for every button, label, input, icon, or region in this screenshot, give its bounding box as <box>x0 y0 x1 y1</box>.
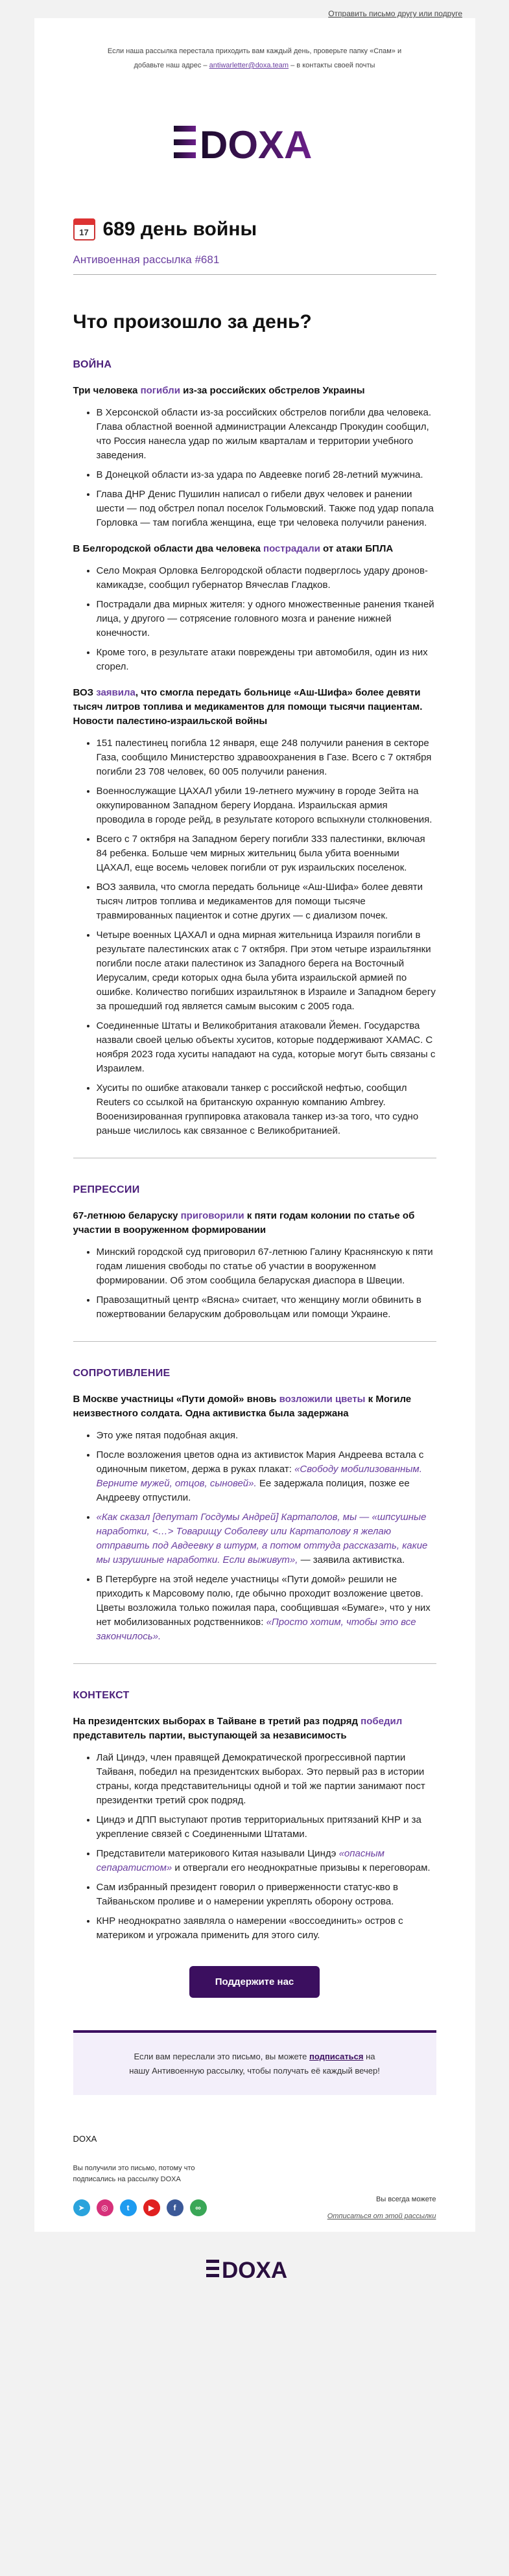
source-link[interactable]: возложили цветы <box>279 1394 366 1405</box>
main-heading: Что произошло за день? <box>73 311 312 333</box>
list-item: • Минский городской суд приговорил 67-летнюю Галину Краснянскую к пяти годам лишения свободы по статье об участии в вооруженном формировании. Об этом сообщила беларуская диаспора в Швеции. <box>97 1245 436 1288</box>
lead-text: ВОЗ <box>73 687 97 698</box>
section-context-heading: КОНТЕКСТ <box>73 1690 130 1701</box>
logo-wordmark: DOXA <box>199 123 312 161</box>
quote-text: «Как сказал [депутат Госдумы Андрей] Картаполов, мы — «шпсушные наработки, <…> Товарищу Соболеву или Картаполову я желаю отправить под Авдеевку в штурм, а потом оттуда рассказать, какие мы изрушиные наработки. Если выживут», <box>96 1512 428 1565</box>
list-item <box>97 1510 436 1567</box>
item-text: После возложения цветов одна из активисток Мария Андреева встала с одиночным пикетом, держа в руках плакат: <box>96 1449 424 1475</box>
spam-notice-line2 <box>86 58 423 73</box>
item-text: В Петербурге на этой неделе участницы «Пути домой» решили не приходить к Марсовому полю, где обычно проходит возложение цветов. Цветы возложила только пожилая пара, сообщившая «Бумаге», что у них нет мобилизованных родственников: <box>96 1574 431 1628</box>
spam-notice-text: добавьте наш адрес – <box>134 62 209 69</box>
repression-lead <box>73 1209 436 1237</box>
list-item <box>97 1573 436 1644</box>
calendar-icon: 17 <box>73 218 95 240</box>
lead-text: представитель партии, выступающей за независимость <box>73 1730 347 1741</box>
link-icon[interactable]: ∞ <box>190 2199 207 2216</box>
twitter-icon[interactable]: t <box>120 2199 137 2216</box>
support-section <box>73 1954 436 2017</box>
subscribe-line2: нашу Антивоенную рассылку, чтобы получать её каждый вечер! <box>129 2066 380 2076</box>
list-item: • Лай Циндэ, член правящей Демократической прогрессивной партии Тайваня, победил на президентских выборах. Это первый раз в истории страны, когда представительницы одной и той же партии занимают пост президентки третий срок подряд. <box>97 1751 436 1808</box>
footer-brand: DOXA <box>73 2134 97 2144</box>
source-link[interactable]: приговорили <box>180 1210 244 1221</box>
quote-text: «Свободу мобилизованным. Верните мужей, отцов, сыновей». <box>96 1464 422 1489</box>
source-link[interactable]: пострадали <box>263 543 320 554</box>
section-divider <box>73 1663 436 1664</box>
bottom-logo <box>0 2232 509 2304</box>
doxa-logo <box>73 91 436 193</box>
subscribe-line1 <box>93 2050 417 2064</box>
list-item: • Четыре военных ЦАХАЛ и одна мирная жительница Израиля погибли в результате палестинских атак с 7 октября. При этом четыре израильтянки погибли после атаки палестинок из Западного берега на Восточный Иерусалим, среди которых одна была убита израильской армией по ошибке. Количество погибших израильтянок в Израиле и Западном берегу за прошедший год является самым высоким с 2005 года. <box>97 928 436 1014</box>
quote-text: «опасным сепаратистом» <box>96 1848 385 1873</box>
youtube-icon[interactable]: ▶ <box>143 2199 160 2216</box>
subscribe-text: Если вам переслали это письмо, вы можете <box>134 2052 309 2061</box>
lead-text: к Могиле неизвестного солдата. Одна активистка была задержана <box>73 1394 412 1419</box>
logo-wordmark-small: DOXA <box>221 2258 287 2280</box>
spam-notice <box>73 18 436 91</box>
war-list-3 <box>73 736 436 1138</box>
list-item: • Всего с 7 октября на Западном берегу погибли 333 палестинки, включая 84 ребенка. Больше чем мирных жительниц была убита военными ЦАХАЛ, еще восемь человек погибли от рук израильских поселенок. <box>97 832 436 875</box>
email-card <box>34 18 475 2232</box>
war-lead-2 <box>73 542 436 556</box>
doxa-logo-small <box>206 2258 303 2280</box>
footer-right <box>327 2191 436 2225</box>
source-link[interactable]: заявила <box>96 687 136 698</box>
context-list <box>73 1751 436 1943</box>
section-war-heading: ВОЙНА <box>73 359 112 370</box>
issue-number: Антивоенная рассылка #681 <box>73 253 436 275</box>
page-title <box>73 218 436 240</box>
context-lead <box>73 1715 436 1743</box>
list-item: • Это уже пятая подобная акция. <box>97 1429 436 1443</box>
war-lead-3 <box>73 686 436 729</box>
section-resistance-heading: СОПРОТИВЛЕНИЕ <box>73 1368 171 1379</box>
lead-text: из-за российских обстрелов Украины <box>180 385 365 396</box>
section-divider <box>73 1341 436 1342</box>
list-item: • В Донецкой области из-за удара по Авдеевке погиб 28-летний мужчина. <box>97 468 436 482</box>
forwarded-subscribe-box <box>73 2030 436 2095</box>
quote-text: «Просто хотим, чтобы это все закончилось». <box>96 1617 416 1642</box>
item-text: Ее задержала полиция, позже ее Андрееву отпустили. <box>96 1478 410 1503</box>
repression-list <box>73 1245 436 1322</box>
always-can-text: Вы всегда можете <box>376 2195 436 2203</box>
subscribe-text: на <box>363 2052 375 2061</box>
list-item <box>97 1448 436 1505</box>
unsubscribe-link[interactable]: Отписаться от этой рассылки <box>327 2212 436 2220</box>
war-list-2 <box>73 564 436 674</box>
section-repression-heading: РЕПРЕССИИ <box>73 1184 140 1195</box>
list-item: • Военнослужащие ЦАХАЛ убили 19-летнего мужчину в городе Зейта на оккупированном Западном берегу Иордана. Израильская армия проводила в городе рейд, в результате которого вспыхнули столкновения. <box>97 784 436 827</box>
subscribe-link[interactable]: подписаться <box>309 2052 364 2061</box>
list-item: • Глава ДНР Денис Пушилин написал о гибели двух человек и ранении шести — под обстрел попал поселок Гольмовский. Также под удар попала Горловка — там погибла женщина, еще три человека получили ранения. <box>97 487 436 530</box>
resistance-list <box>73 1429 436 1644</box>
list-item: • Сам избранный президент говорил о приверженности статус-кво в Тайваньском проливе и о намерении укреплять оборону острова. <box>97 1880 436 1909</box>
spam-notice-line1: Если наша рассылка перестала приходить вам каждый день, проверьте папку «Спам» и <box>107 47 402 55</box>
source-link[interactable]: победил <box>361 1716 403 1727</box>
resistance-lead <box>73 1392 436 1421</box>
lead-text: На президентских выборах в Тайване в третий раз подряд <box>73 1716 361 1727</box>
email-address-link[interactable]: antiwarletter@doxa.team <box>209 62 289 69</box>
day-count-title: 689 день войны <box>102 218 257 240</box>
doxa-logo-image <box>174 123 336 161</box>
source-link[interactable]: погибли <box>140 385 180 396</box>
lead-text: 67-летнюю беларуску <box>73 1210 181 1221</box>
spam-notice-text-end: – в контакты своей почты <box>289 62 375 69</box>
war-list-1 <box>73 406 436 530</box>
support-us-button[interactable]: Поддержите нас <box>189 1966 320 1998</box>
list-item: • КНР неоднократно заявляла о намерении «воссоединить» остров с материком и угрожала применить для этого силу. <box>97 1914 436 1943</box>
lead-text: от атаки БПЛА <box>320 543 394 554</box>
lead-text: Три человека <box>73 385 141 396</box>
item-text: и отвергали его неоднократные призывы к переговорам. <box>172 1862 431 1873</box>
list-item: • 151 палестинец погибла 12 января, еще 248 получили ранения в секторе Газа, сообщило Министерство здравоохранения в Газе. Всего с 7 октября погибли 23 708 человек, 60 005 получили ранения. <box>97 736 436 779</box>
instagram-icon[interactable]: ◎ <box>97 2199 113 2216</box>
list-item: • Соединенные Штаты и Великобритания атаковали Йемен. Государства назвали своей целью объекты хуситов, которые поддерживают ХАМАС. С ноября 2023 года хуситы нападают на суда, которые могут быть связаны с Израилем. <box>97 1019 436 1076</box>
list-item: • Пострадали два мирных жителя: у одного множественные ранения тканей лица, у другого — сотрясение головного мозга и ранение нижней конечности. <box>97 598 436 640</box>
list-item: • Хуситы по ошибке атаковали танкер с российской нефтью, сообщил Reuters со ссылкой на британскую охранную компанию Ambrey. Вооенизированная группировка атаковала танкер из-за того, что судно раньше числилось как связанное с Великобританией. <box>97 1081 436 1138</box>
telegram-icon[interactable]: ➤ <box>73 2199 90 2216</box>
subscription-reason: Вы получили это письмо, потому что подписались на рассылку DOXA <box>73 2164 195 2183</box>
war-lead-1 <box>73 384 436 398</box>
list-item: • ВОЗ заявила, что смогла передать больнице «Аш-Шифа» более девяти тысяч литров топлива и медикаментов для помощи тысяче травмированных пациенток и сотне других — с диализом почек. <box>97 880 436 923</box>
item-text: Представители материкового Китая называли Циндэ <box>96 1848 339 1859</box>
lead-text: , что смогла передать больнице «Аш-Шифа» более девяти тысяч литров топлива и медикаментов для помощи тысячи пациентам. Новости палестино-израильской войны <box>73 687 423 727</box>
facebook-icon[interactable]: f <box>167 2199 183 2216</box>
list-item: • В Херсонской области из-за российских обстрелов погибли два человека. Глава областной военной администрации Александр Прокудин сообщил, что Россия нанесла удар по жилым кварталам и территории учебного заведения. <box>97 406 436 463</box>
footer <box>73 2134 436 2232</box>
list-item: • Село Мокрая Орловка Белгородской области подверглось удару дронов-камикадзе, сообщил губернатор Вячеслав Гладков. <box>97 564 436 592</box>
list-item <box>97 1847 436 1875</box>
lead-text: к пяти годам колонии по статье об участии в вооруженном формировании <box>73 1210 415 1235</box>
forward-to-friend-link[interactable]: Отправить письмо другу или подруге <box>328 9 462 18</box>
item-text: — заявила активистка. <box>298 1554 405 1565</box>
list-item: • Кроме того, в результате атаки повреждены три автомобиля, один из них сгорел. <box>97 646 436 674</box>
top-bar <box>0 0 509 18</box>
lead-text: В Белгородской области два человека <box>73 543 264 554</box>
list-item: • Циндэ и ДПП выступают против территориальных притязаний КНР и за укрепление связей с Соединенными Штатами. <box>97 1813 436 1842</box>
list-item: • Правозащитный центр «Вясна» считает, что женщину могли обвинить в пожертвовании беларуским добровольцам или помощи Украине. <box>97 1293 436 1322</box>
lead-text: В Москве участницы «Пути домой» вновь <box>73 1394 279 1405</box>
